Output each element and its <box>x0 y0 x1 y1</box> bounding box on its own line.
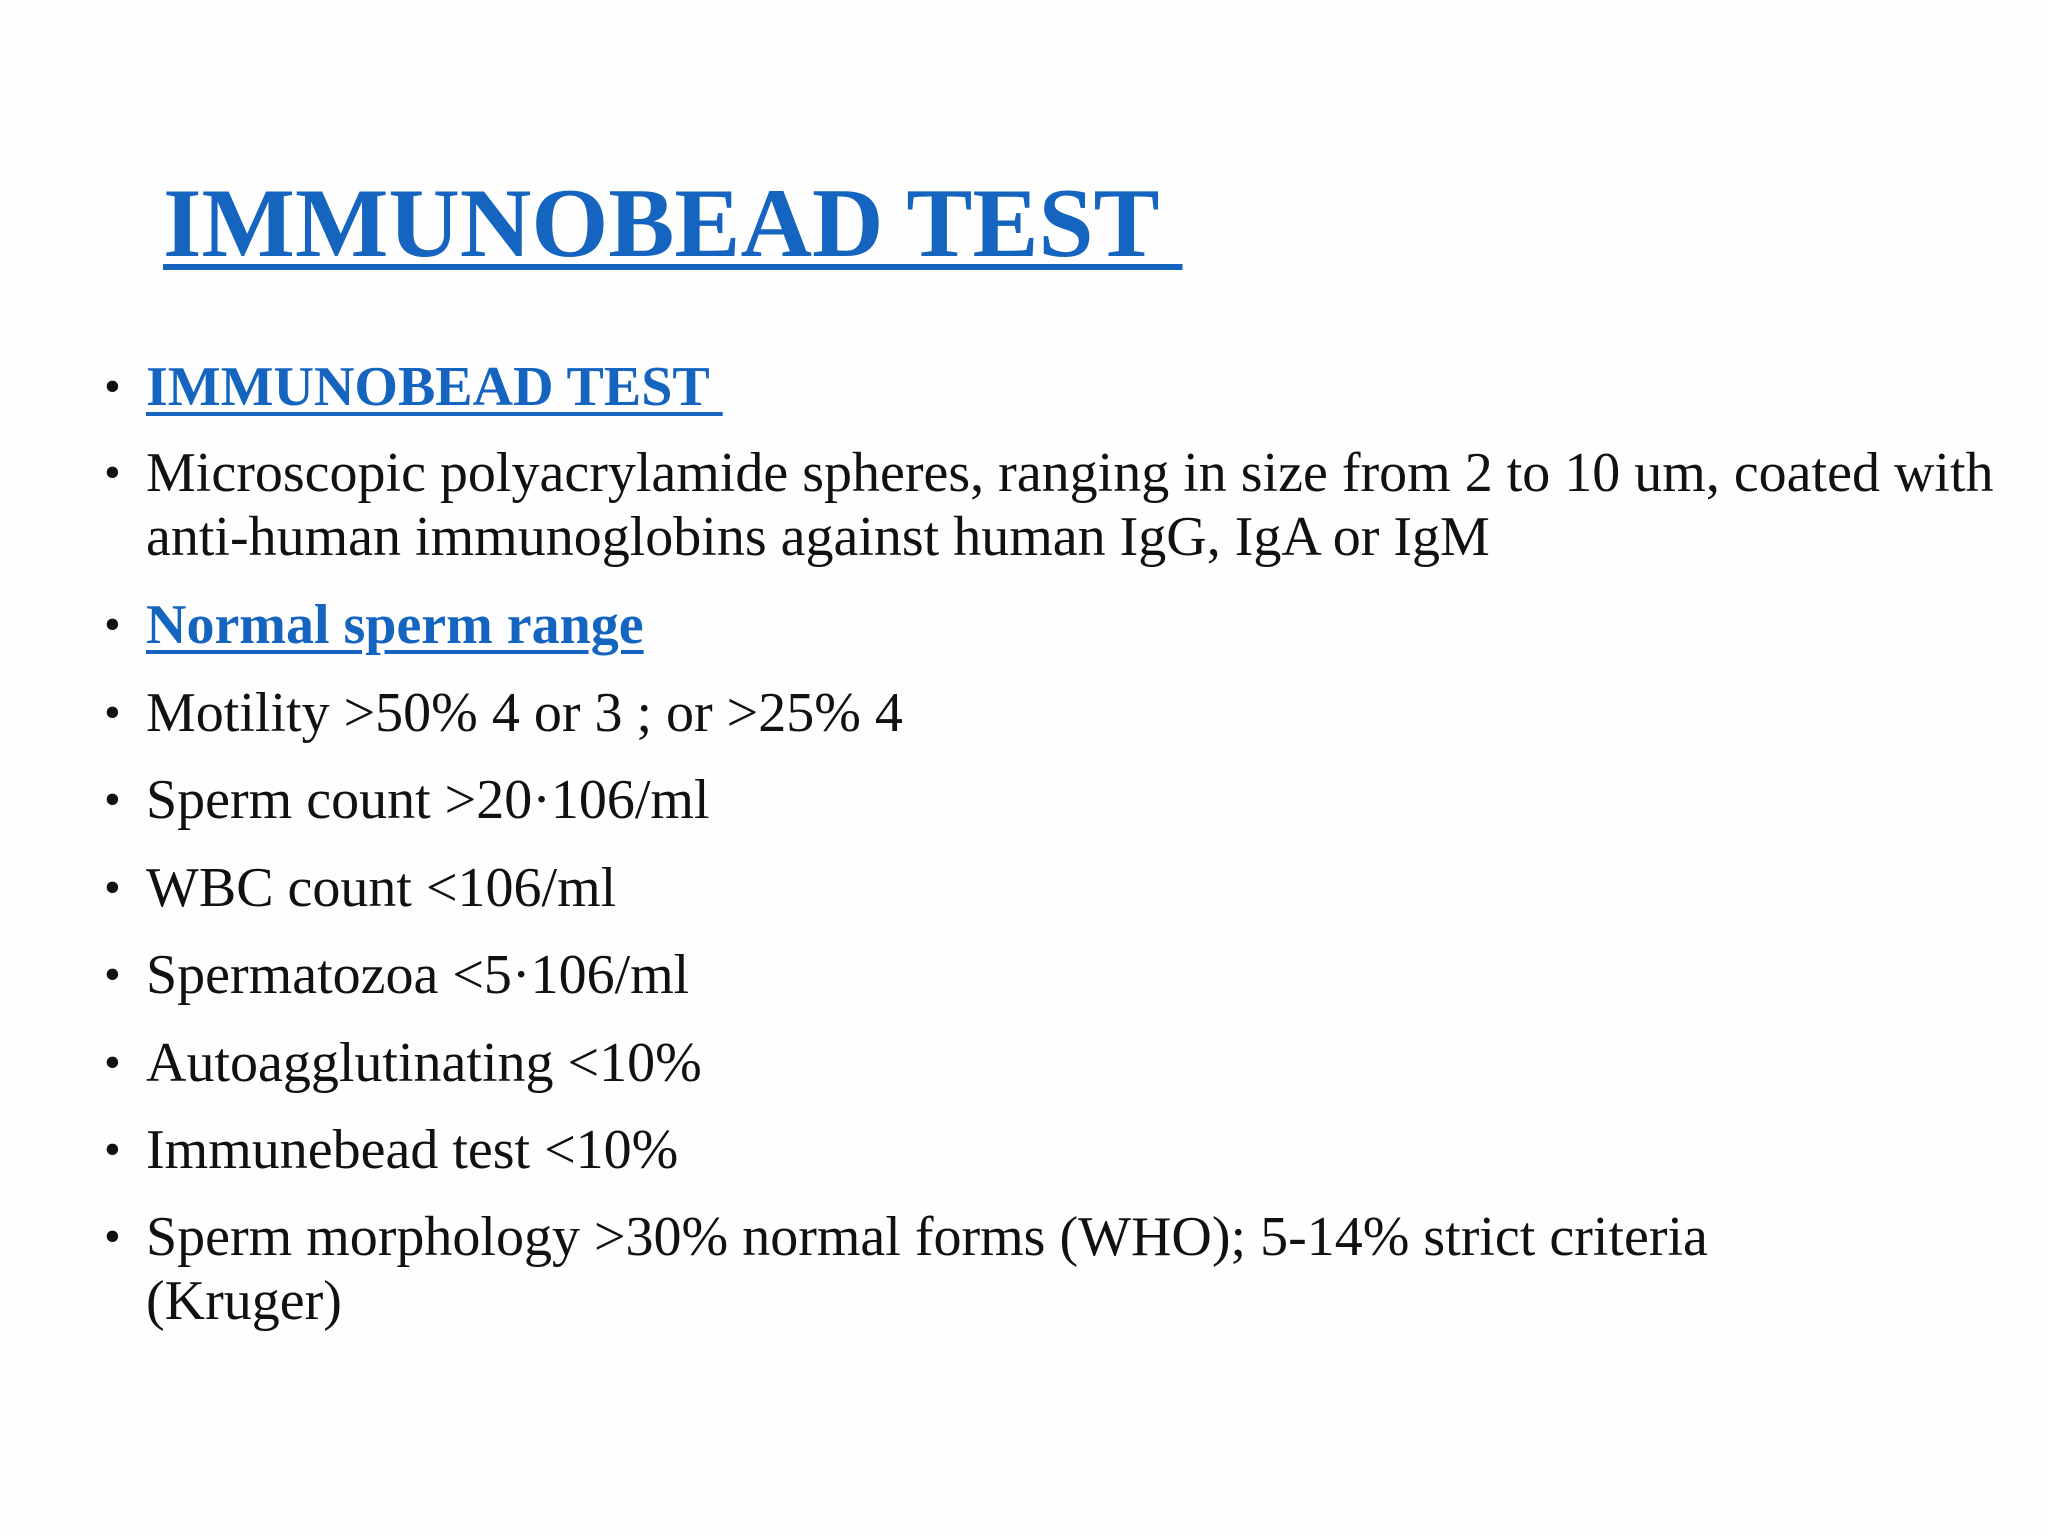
bullet-item-microscopic-spheres <box>104 441 2034 569</box>
bullet-dot-icon: • <box>104 1210 121 1263</box>
bullet-dot-icon: • <box>104 773 121 826</box>
bullet-item-immunobead-test <box>104 355 2034 419</box>
bullet-item-wbc-count <box>104 856 2034 920</box>
bullet-text-sperm-count: Sperm count >20·106/ml <box>146 769 710 831</box>
bullet-text-microscopic-spheres: Microscopic polyacrylamide spheres, ranging in size from 2 to 10 um, coated with anti-human immunoglobins against human IgG, IgA or IgM <box>146 442 1994 568</box>
bullet-item-normal-sperm-range <box>104 593 2034 657</box>
bullet-item-spermatozoa <box>104 943 2034 1007</box>
bullet-item-sperm-count <box>104 768 2034 832</box>
bullet-link-normal-sperm-range[interactable]: Normal sperm range <box>146 594 644 656</box>
bullet-dot-icon: • <box>104 861 121 914</box>
bullet-text-immunebead-test: Immunebead test <10% <box>146 1119 679 1181</box>
bullet-text-autoagglutinating: Autoagglutinating <10% <box>146 1032 702 1094</box>
bullet-dot-icon: • <box>104 446 121 499</box>
bullet-item-autoagglutinating <box>104 1031 2034 1095</box>
bullet-dot-icon: • <box>104 1123 121 1176</box>
bullet-dot-icon: • <box>104 686 121 739</box>
bullet-item-sperm-morphology <box>104 1205 1864 1333</box>
bullet-dot-icon: • <box>104 1036 121 1089</box>
bullet-item-immunebead-test <box>104 1118 2034 1182</box>
bullet-dot-icon: • <box>104 598 121 651</box>
bullet-text-motility: Motility >50% 4 or 3 ; or >25% 4 <box>146 682 903 744</box>
bullet-item-motility <box>104 681 2034 745</box>
bullet-text-wbc-count: WBC count <106/ml <box>146 857 617 919</box>
slide-title: IMMUNOBEAD TEST <box>163 169 1183 278</box>
bullet-text-sperm-morphology: Sperm morphology >30% normal forms (WHO); 5-14% strict criteria (Kruger) <box>146 1206 1708 1332</box>
bullet-link-immunobead-test[interactable]: IMMUNOBEAD TEST <box>146 356 723 418</box>
bullet-dot-icon: • <box>104 948 121 1001</box>
bullet-text-spermatozoa: Spermatozoa <5·106/ml <box>146 944 690 1006</box>
bullet-dot-icon: • <box>104 360 121 413</box>
